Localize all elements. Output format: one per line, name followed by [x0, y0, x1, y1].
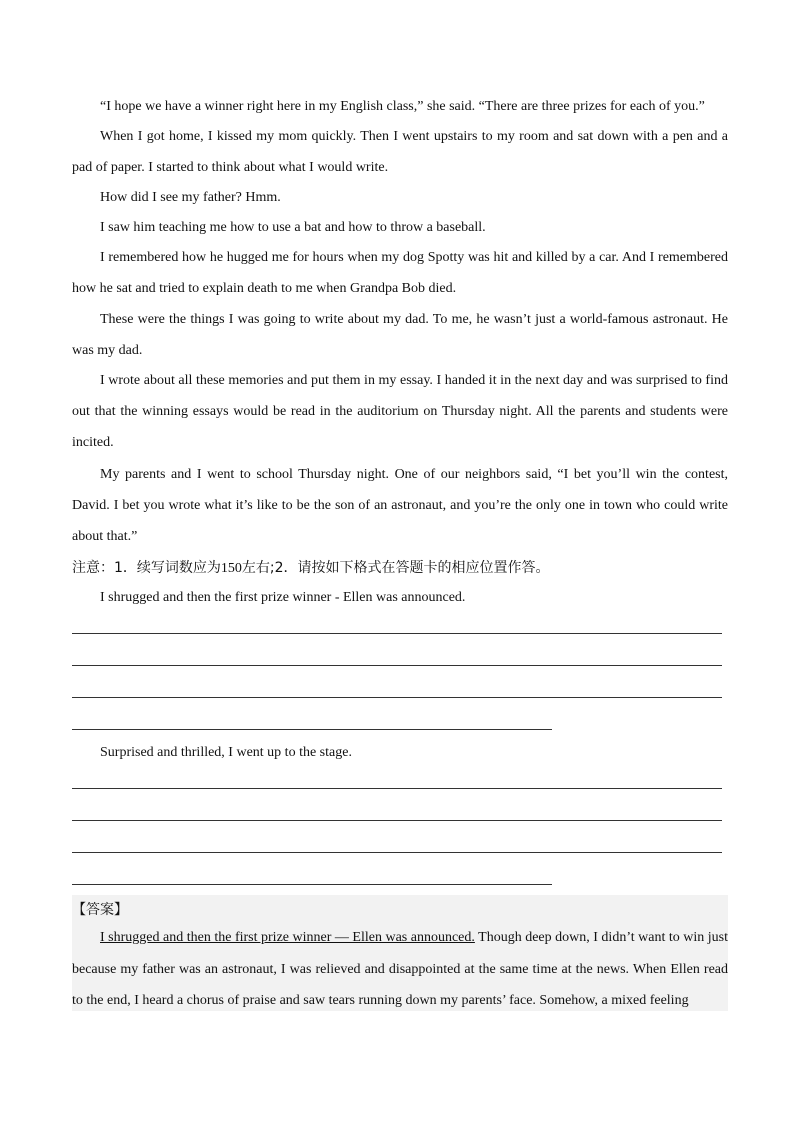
- story-paragraph-1: “I hope we have a winner right here in my English class,” she said. “There are three prizes for each of you.”: [100, 99, 705, 114]
- instructions-suffix: 左右;2．请按如下格式在答题卡的相应位置作答。: [241, 560, 550, 576]
- writing-instructions: [72, 553, 728, 584]
- story-paragraph-5: I remembered how he hugged me for hours when my dog Spotty was hit and killed by a car. And I remembered how he sat and tried to explain death to me when Grandpa Bob died.: [72, 250, 728, 296]
- instructions-word-count: 150: [220, 561, 242, 576]
- story-paragraph-6: These were the things I was going to write about my dad. To me, he wasn’t just a world-famous astronaut. He was my dad.: [72, 312, 728, 358]
- writing-line: [72, 665, 722, 666]
- story-paragraph-3: How did I see my father? Hmm.: [100, 190, 281, 205]
- writing-line: [72, 852, 722, 853]
- writing-line: [72, 884, 552, 885]
- story-paragraph-7: I wrote about all these memories and put them in my essay. I handed it in the next day and was surprised to find out that the winning essays would be read in the auditorium on Thursday night. All the parents and students were incited.: [72, 373, 728, 450]
- story-paragraph-8: My parents and I went to school Thursday night. One of our neighbors said, “I bet you’ll win the contest, David. I bet you wrote what it’s like to be the son of an astronaut, and you’re the only one in town who could write about that.”: [72, 467, 728, 544]
- writing-line: [72, 729, 552, 730]
- instructions-prefix: 注意：1．续写词数应为: [72, 560, 221, 576]
- answer-text: [72, 922, 728, 1017]
- answer-body: Though deep down, I didn’t want to win just because my father was an astronaut, I was relieved and disappointed at the same time at the news. When Ellen read to the end, I heard a chorus of praise and saw tears running down my parents’ face. Somehow, a mixed feeling: [72, 930, 728, 1008]
- story-paragraph-2: When I got home, I kissed my mom quickly. Then I went upstairs to my room and sat down with a pen and a pad of paper. I started to think about what I would write.: [72, 129, 728, 175]
- answer-label: 【答案】: [72, 902, 128, 918]
- second-paragraph-prompt: Surprised and thrilled, I went up to the stage.: [100, 745, 352, 760]
- writing-line: [72, 633, 722, 634]
- writing-line: [72, 697, 722, 698]
- first-paragraph-prompt: I shrugged and then the first prize winner - Ellen was announced.: [100, 590, 466, 605]
- writing-line: [72, 820, 722, 821]
- writing-line: [72, 788, 722, 789]
- story-paragraph-4: I saw him teaching me how to use a bat and how to throw a baseball.: [100, 220, 486, 235]
- answer-opening-sentence: I shrugged and then the first prize winner — Ellen was announced.: [100, 930, 475, 945]
